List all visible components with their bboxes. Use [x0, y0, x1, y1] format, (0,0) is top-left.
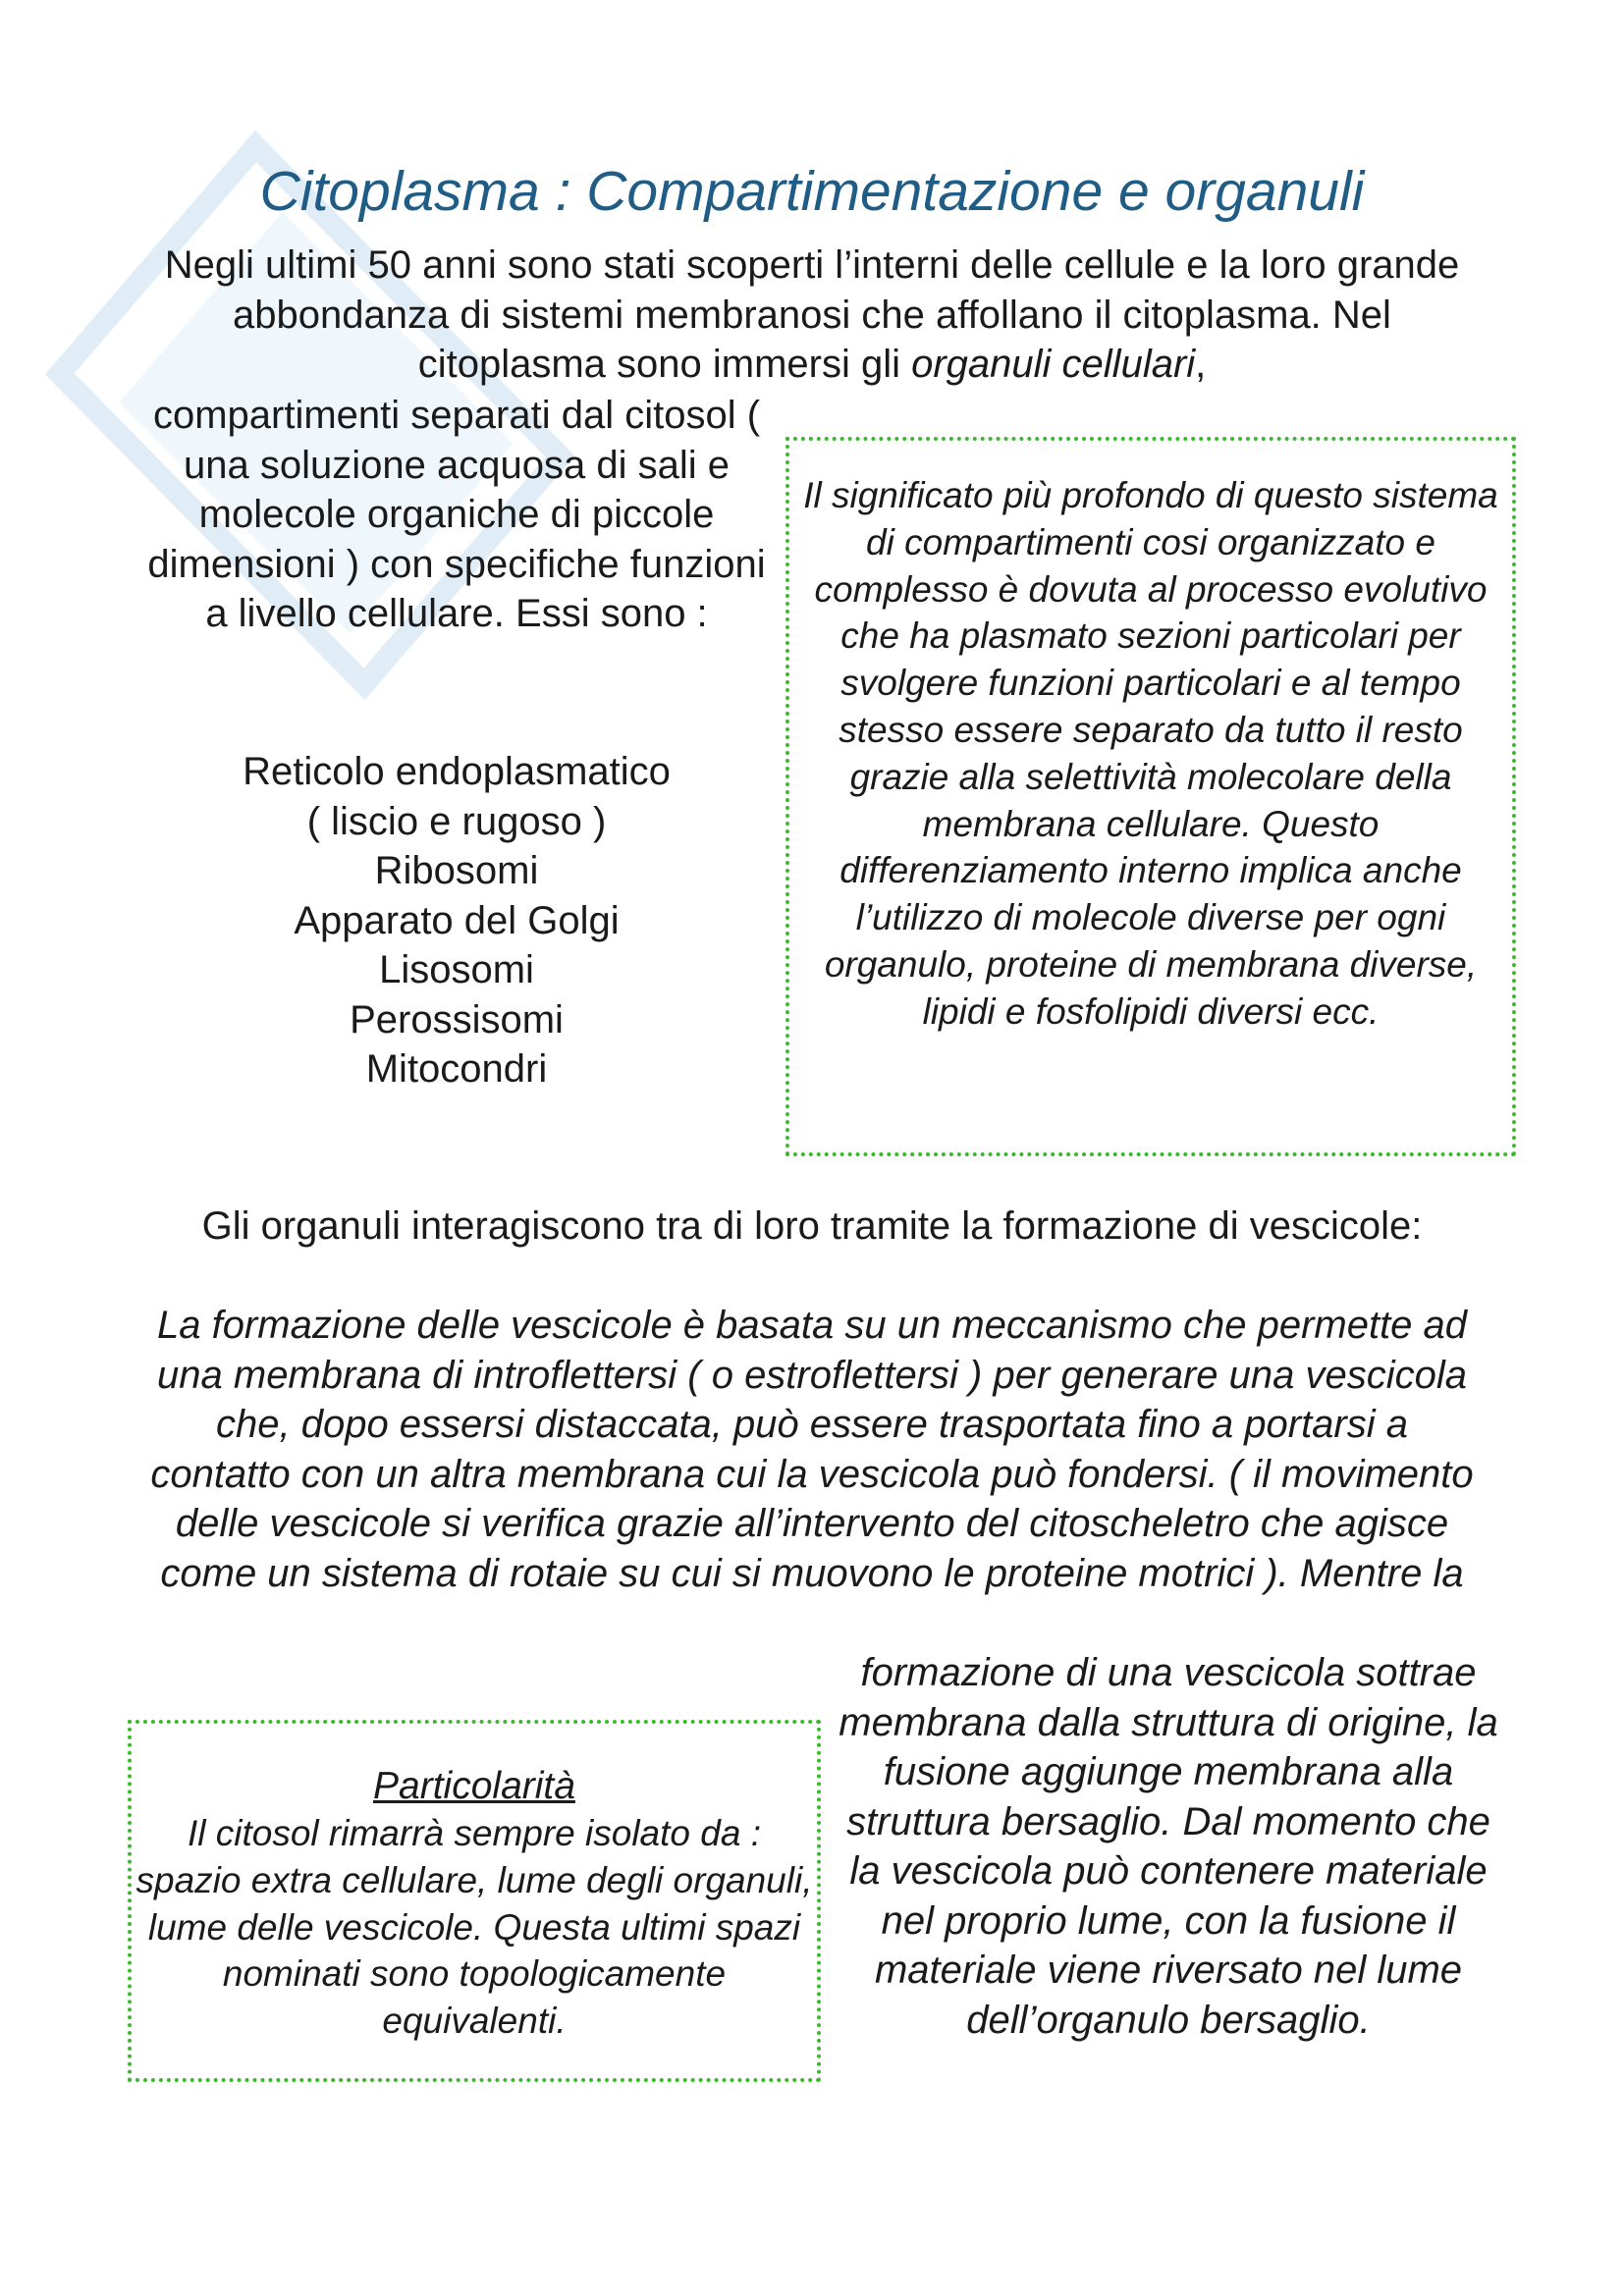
organelle-item: Ribosomi — [374, 849, 539, 892]
organelle-item: Lisosomi — [379, 948, 534, 991]
particularity-text: Il citosol rimarrà sempre isolato da : spazio extra cellulare, lume degli organuli, lume delle vescicole. Questa ultimi spazi nominati sono topologicamente equivalenti. — [135, 1813, 813, 2042]
particularity-box — [128, 1720, 821, 2082]
intro-trailing: , — [1195, 343, 1207, 386]
organelle-item: Perossisomi — [350, 997, 564, 1041]
vesicles-intro: Gli organuli interagiscono tra di loro tramite la formazione di vescicole: — [201, 1204, 1423, 1248]
organelle-item: ( liscio e rugoso ) — [306, 799, 607, 843]
organelle-list — [147, 747, 766, 1095]
organelle-item: Reticolo endoplasmatico — [243, 750, 671, 793]
organelle-item: Apparato del Golgi — [294, 898, 620, 942]
organelle-item: Mitocondri — [365, 1047, 548, 1091]
vesicles-paragraph-continued: formazione di una vescicola sottrae membrana dalla struttura di origine, la fusione aggiunge membrana alla struttura bersaglio. Dal momento che la vescicola può contenere materiale nel proprio lume, con la fusione il materiale viene riversato nel lume dell’organulo bersaglio. — [839, 1651, 1498, 2042]
intro-text: Negli ultimi 50 anni sono stati scoperti l’interni delle cellule e la loro grande abbondanza di sistemi membranosi che affollano il citoplasma. Nel citoplasma sono immersi gli — [164, 243, 1460, 386]
vesicles-paragraph: La formazione delle vescicole è basata su un meccanismo che permette ad una membrana di introflettersi ( o estroflettersi ) per generare una vescicola che, dopo essersi distaccata, può essere trasportata fino a portarsi a contatto con un altra membrana cui la vescicola può fondersi. ( il movimento delle vescicole si verifica grazie all’intervento del citoscheletro che agisce come un sistema di rotaie su cui si muovono le proteine motrici ). Mentre la — [150, 1304, 1474, 1595]
significance-box — [785, 437, 1516, 1156]
significance-text: Il significato più profondo di questo sistema di compartimenti cosi organizzato e complesso è dovuta al processo evolutivo che ha plasmato sezioni particolari per svolgere funzioni particolari e al tempo stesso essere separato da tutto il resto grazie alla selettività molecolare della membrana cellulare. Questo differenziamento interno implica anche l’utilizzo di molecole diverse per ogni organulo, proteine di membrana diverse, lipidi e fosfolipidi diversi ecc. — [803, 475, 1498, 1032]
intro-emphasis: organuli cellulari — [911, 343, 1196, 386]
compartments-paragraph: compartimenti separati dal citosol ( una soluzione acquosa di sali e molecole organiche di piccole dimensioni ) con specifiche funzioni a livello cellulare. Essi sono : — [147, 394, 766, 635]
page-title: Citoplasma : Compartimentazione e organuli — [259, 160, 1365, 223]
particularity-heading: Particolarità — [373, 1765, 575, 1807]
intro-paragraph — [147, 240, 1477, 390]
